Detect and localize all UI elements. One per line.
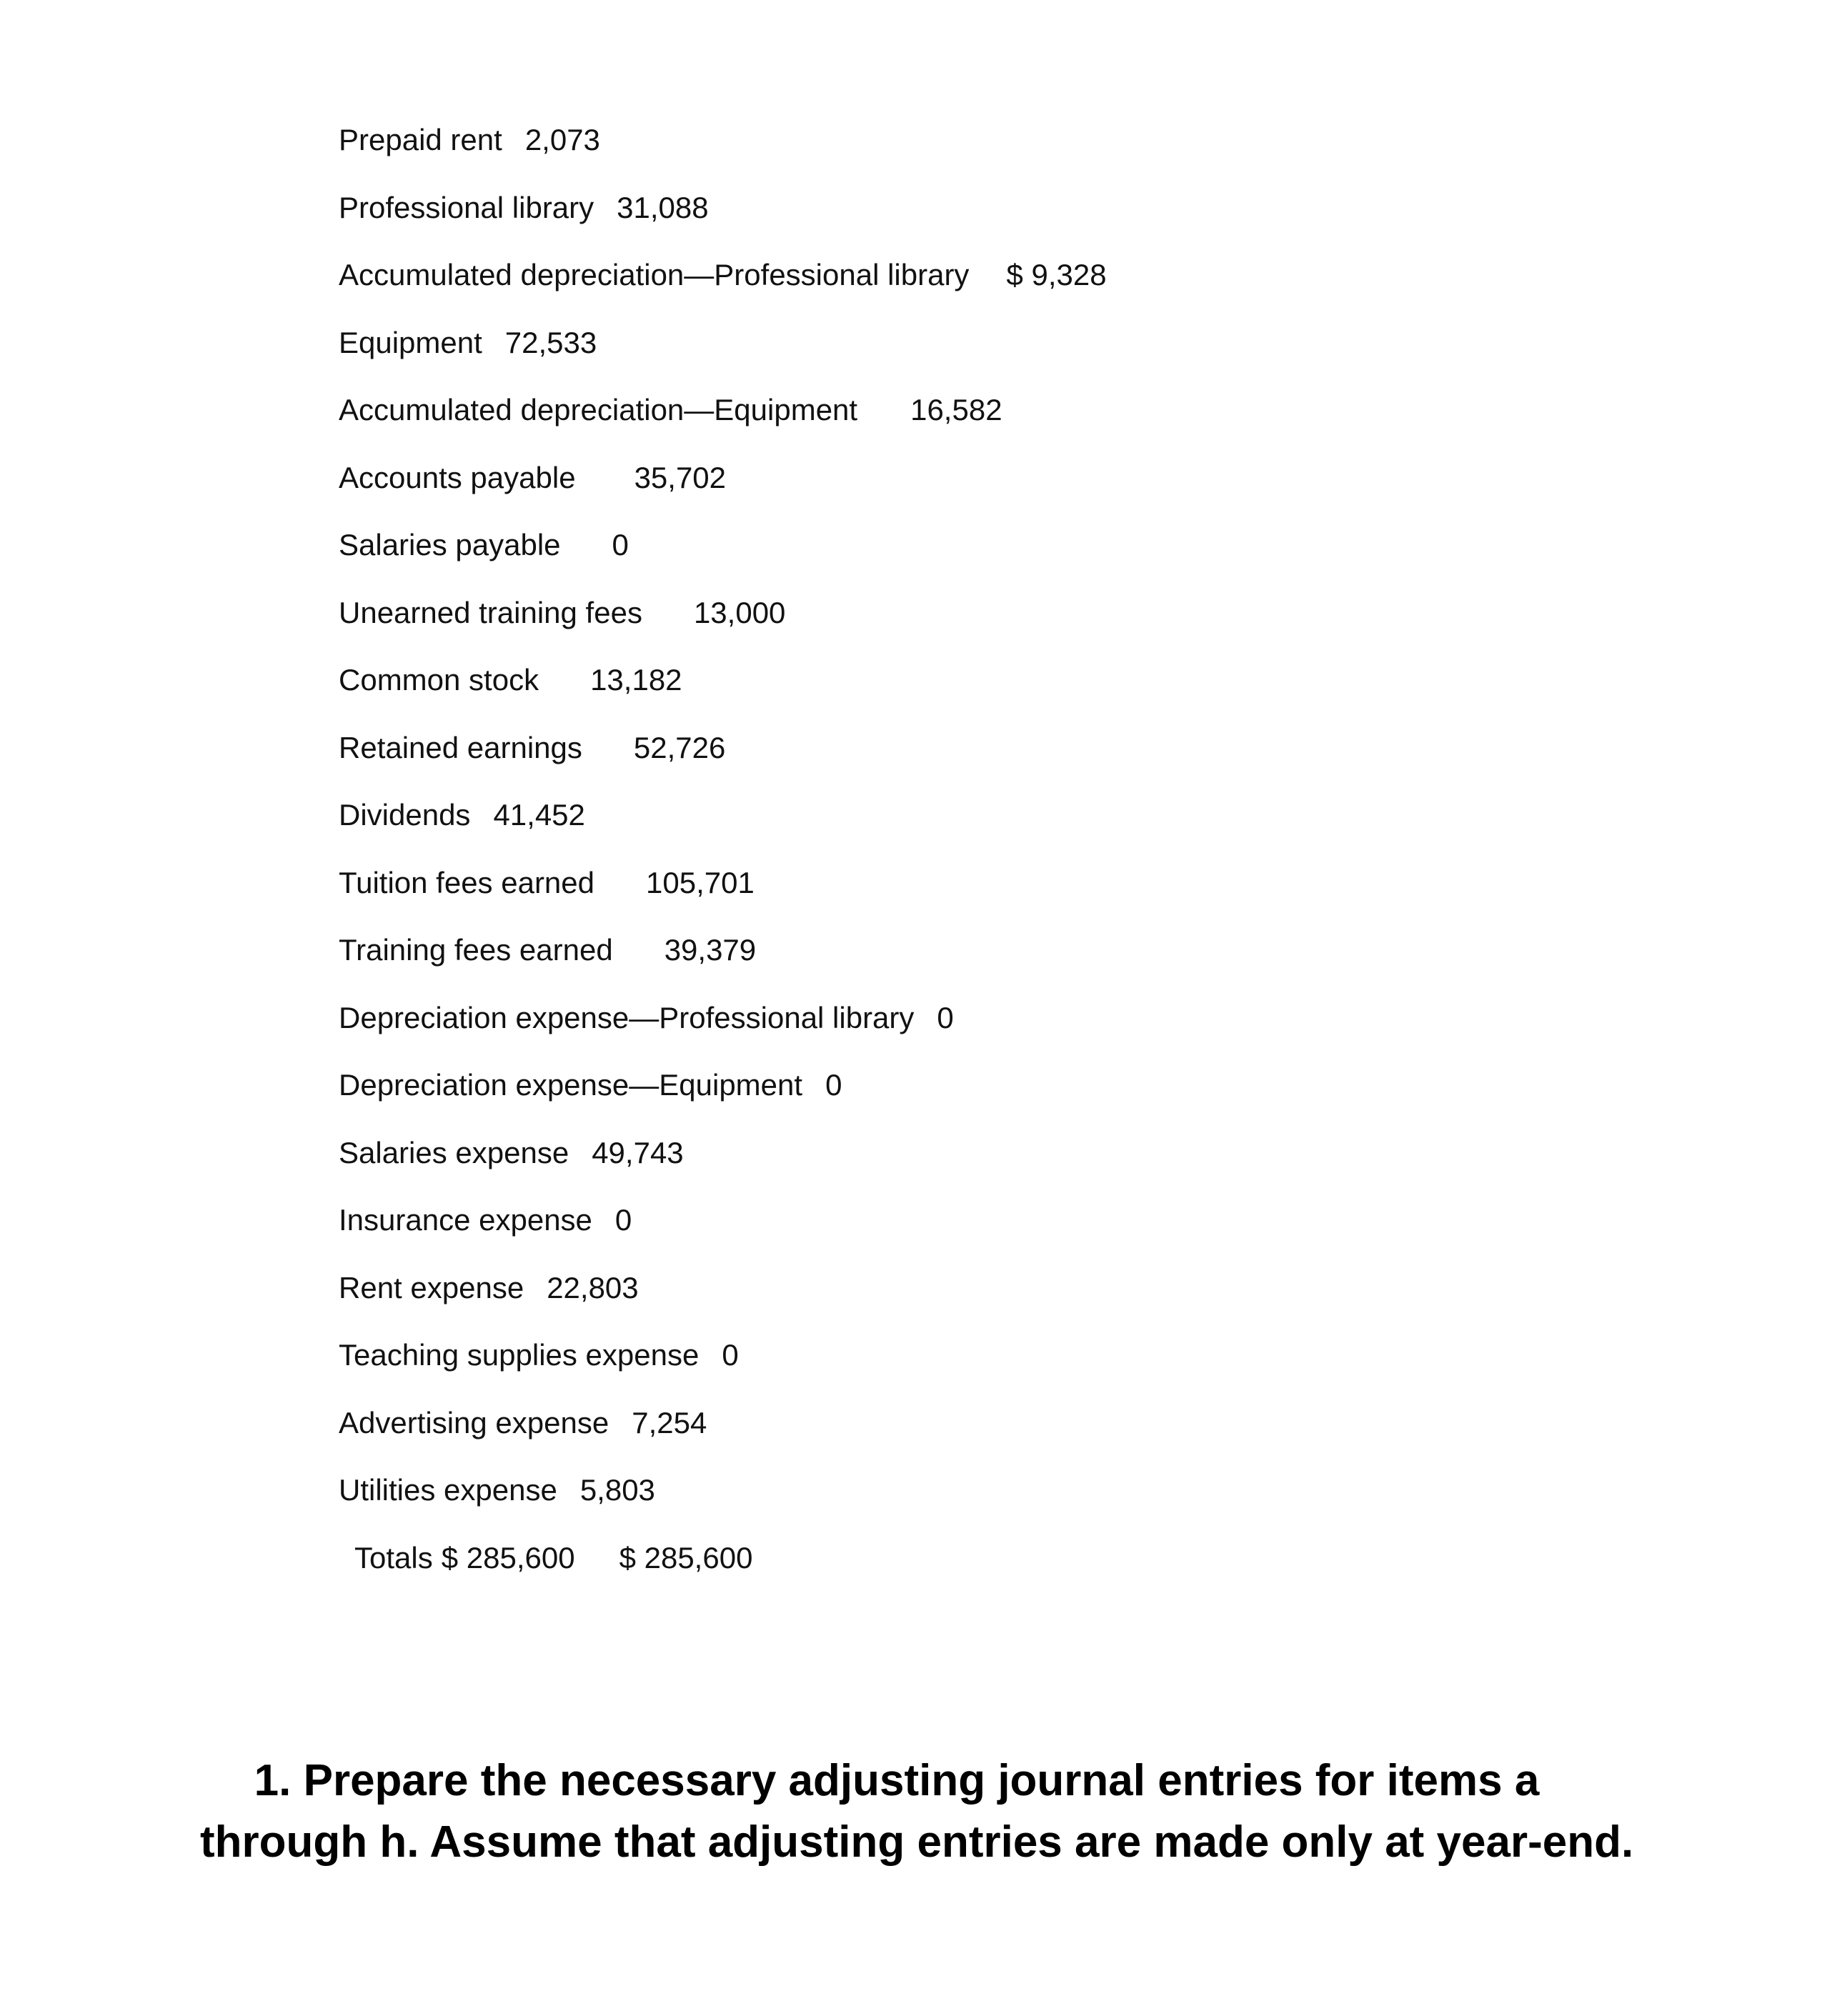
account-amount: 13,000 bbox=[693, 595, 786, 629]
ledger-row bbox=[339, 928, 1553, 996]
account-amount: 0 bbox=[722, 1338, 739, 1372]
account-amount: 16,582 bbox=[910, 393, 1002, 426]
account-name: Dividends bbox=[339, 798, 471, 832]
account-name: Accumulated depreciation—Professional library bbox=[339, 258, 970, 291]
trial-balance-list bbox=[339, 118, 1553, 1603]
ledger-row bbox=[339, 186, 1553, 254]
account-name: Accumulated depreciation—Equipment bbox=[339, 393, 858, 426]
ledger-row bbox=[339, 726, 1553, 794]
account-amount: 0 bbox=[825, 1068, 842, 1102]
account-name: Tuition fees earned bbox=[339, 865, 595, 899]
ledger-row bbox=[339, 1468, 1553, 1536]
account-name: Advertising expense bbox=[339, 1405, 609, 1439]
account-amount: 52,726 bbox=[633, 730, 726, 764]
ledger-row bbox=[339, 1333, 1553, 1401]
account-name: Common stock bbox=[339, 663, 539, 697]
totals-debit: $ 285,600 bbox=[441, 1540, 575, 1575]
account-amount: 22,803 bbox=[547, 1270, 639, 1304]
ledger-row bbox=[339, 658, 1553, 726]
account-name: Depreciation expense—Professional library bbox=[339, 1000, 915, 1034]
account-amount: 7,254 bbox=[632, 1405, 707, 1439]
account-amount: 105,701 bbox=[646, 865, 755, 899]
account-amount: 13,182 bbox=[590, 663, 682, 697]
instruction-line-1: 1. Prepare the necessary adjusting journal entries for items a bbox=[254, 1756, 1540, 1805]
ledger-row bbox=[339, 1063, 1553, 1131]
account-name: Prepaid rent bbox=[339, 123, 502, 156]
instruction-text bbox=[200, 1750, 1634, 1873]
account-amount: 0 bbox=[612, 528, 629, 562]
ledger-row bbox=[339, 523, 1553, 591]
account-name: Training fees earned bbox=[339, 933, 613, 967]
totals-credit: $ 285,600 bbox=[619, 1540, 753, 1575]
account-amount: 5,803 bbox=[579, 1473, 655, 1507]
account-name: Equipment bbox=[339, 325, 482, 359]
account-amount: $ 9,328 bbox=[1006, 258, 1107, 291]
instruction-line-2: through h. Assume that adjusting entries are made only at year-end. bbox=[200, 1817, 1634, 1867]
account-amount: 31,088 bbox=[617, 190, 709, 224]
account-name: Depreciation expense—Equipment bbox=[339, 1068, 803, 1102]
account-amount: 41,452 bbox=[493, 798, 585, 832]
account-amount: 0 bbox=[937, 1000, 954, 1034]
ledger-row bbox=[339, 253, 1553, 321]
ledger-row bbox=[339, 456, 1553, 524]
ledger-row bbox=[339, 861, 1553, 929]
account-name: Insurance expense bbox=[339, 1203, 592, 1237]
ledger-row bbox=[339, 996, 1553, 1064]
account-amount: 49,743 bbox=[592, 1135, 684, 1169]
account-amount: 0 bbox=[614, 1203, 632, 1237]
ledger-row bbox=[339, 388, 1553, 456]
account-amount: 72,533 bbox=[504, 325, 597, 359]
ledger-row bbox=[339, 118, 1553, 186]
account-name: Accounts payable bbox=[339, 460, 576, 494]
ledger-row bbox=[339, 1401, 1553, 1469]
ledger-row bbox=[339, 321, 1553, 389]
ledger-row bbox=[339, 793, 1553, 861]
account-name: Teaching supplies expense bbox=[339, 1338, 700, 1372]
account-name: Retained earnings bbox=[339, 730, 582, 764]
totals-label: Totals bbox=[354, 1540, 433, 1575]
ledger-row bbox=[339, 591, 1553, 659]
account-name: Professional library bbox=[339, 190, 594, 224]
account-amount: 2,073 bbox=[524, 123, 600, 156]
account-name: Utilities expense bbox=[339, 1473, 557, 1507]
totals-row bbox=[339, 1536, 1553, 1604]
account-name: Rent expense bbox=[339, 1270, 524, 1304]
ledger-row bbox=[339, 1198, 1553, 1266]
account-name: Salaries payable bbox=[339, 528, 561, 562]
account-amount: 39,379 bbox=[664, 933, 757, 967]
account-name: Salaries expense bbox=[339, 1135, 569, 1169]
account-amount: 35,702 bbox=[634, 460, 727, 494]
account-name: Unearned training fees bbox=[339, 595, 642, 629]
ledger-row bbox=[339, 1266, 1553, 1334]
ledger-row bbox=[339, 1131, 1553, 1199]
